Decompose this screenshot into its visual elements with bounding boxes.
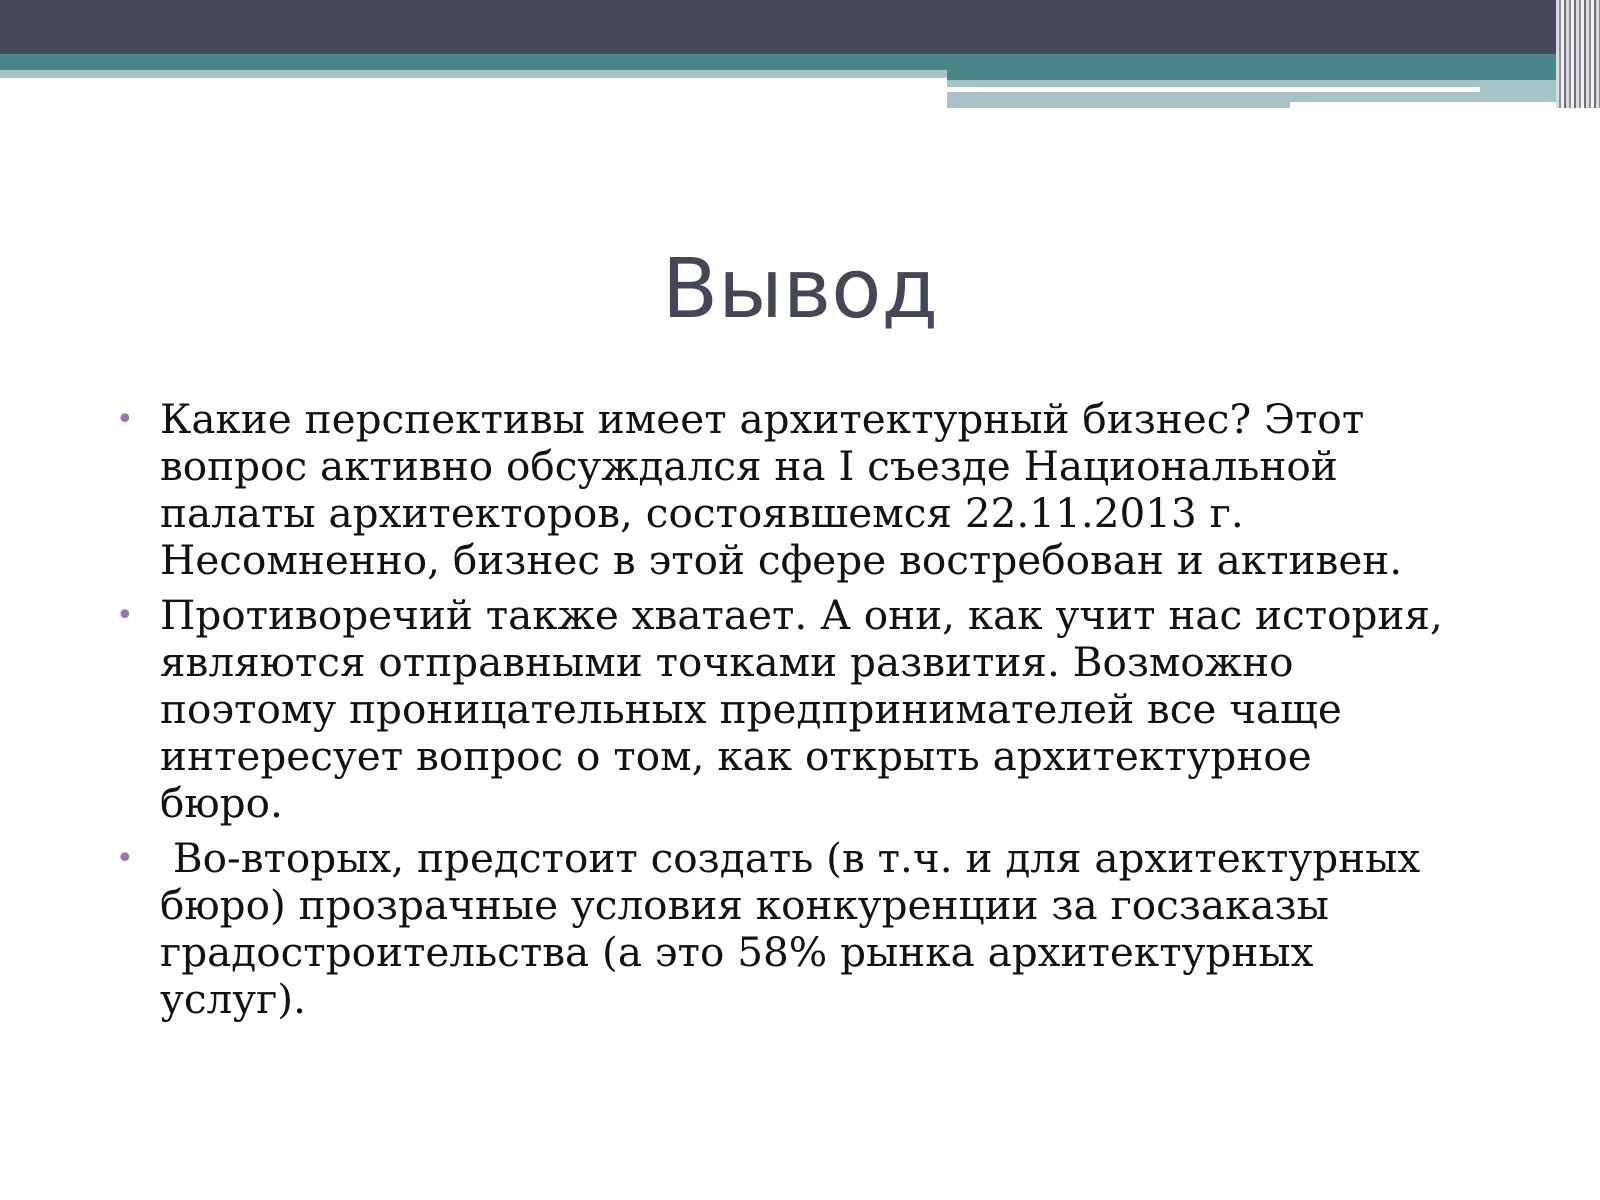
bullet-item-3: [112, 835, 1512, 1023]
bullet-line: Во-вторых, предстоит создать (в т.ч. и для архитектурных: [160, 834, 1421, 882]
bullet-list: [112, 396, 1512, 1031]
bullet-line: вопрос активно обсуждался на I съезде Национальной: [160, 442, 1338, 490]
bullet-item-1: [112, 396, 1512, 584]
bullet-line: интересует вопрос о том, как открыть архитектурное: [160, 732, 1312, 780]
header-band-teal: [0, 54, 1600, 70]
bullet-line: Несомненно, бизнес в этой сфере востребован и активен.: [160, 536, 1403, 584]
bullet-line: являются отправными точками развития. Возможно: [160, 638, 1294, 686]
bullet-dot-icon: •: [116, 402, 134, 437]
bullet-dot-icon: •: [116, 598, 134, 633]
bullet-line: Противоречий также хватает. А они, как учит нас история,: [160, 591, 1443, 639]
bullet-line: бюро) прозрачные условия конкуренции за госзаказы: [160, 881, 1329, 929]
bullet-line: поэтому проницательных предпринимателей все чаще: [160, 685, 1342, 733]
bullet-line: палаты архитекторов, состоявшемся 22.11.2013 г.: [160, 489, 1244, 537]
header-band-dark: [0, 0, 1600, 54]
header-band-light: [0, 70, 947, 78]
bullet-line: Какие перспективы имеет архитектурный бизнес? Этот: [160, 395, 1365, 443]
bullet-dot-icon: •: [116, 841, 134, 876]
bullet-line: бюро.: [160, 779, 283, 827]
header-band-right-line-lower: [1290, 102, 1560, 108]
bullet-line: услуг).: [160, 975, 306, 1023]
header-band-right-teal: [947, 70, 1560, 80]
bullet-line: градостроительства (а это 58% рынка архитектурных: [160, 928, 1314, 976]
bullet-item-2: [112, 592, 1512, 827]
slide-title: Вывод: [661, 242, 939, 337]
header-stripes-decoration: [1556, 0, 1600, 108]
header-band-right-line: [947, 87, 1480, 92]
